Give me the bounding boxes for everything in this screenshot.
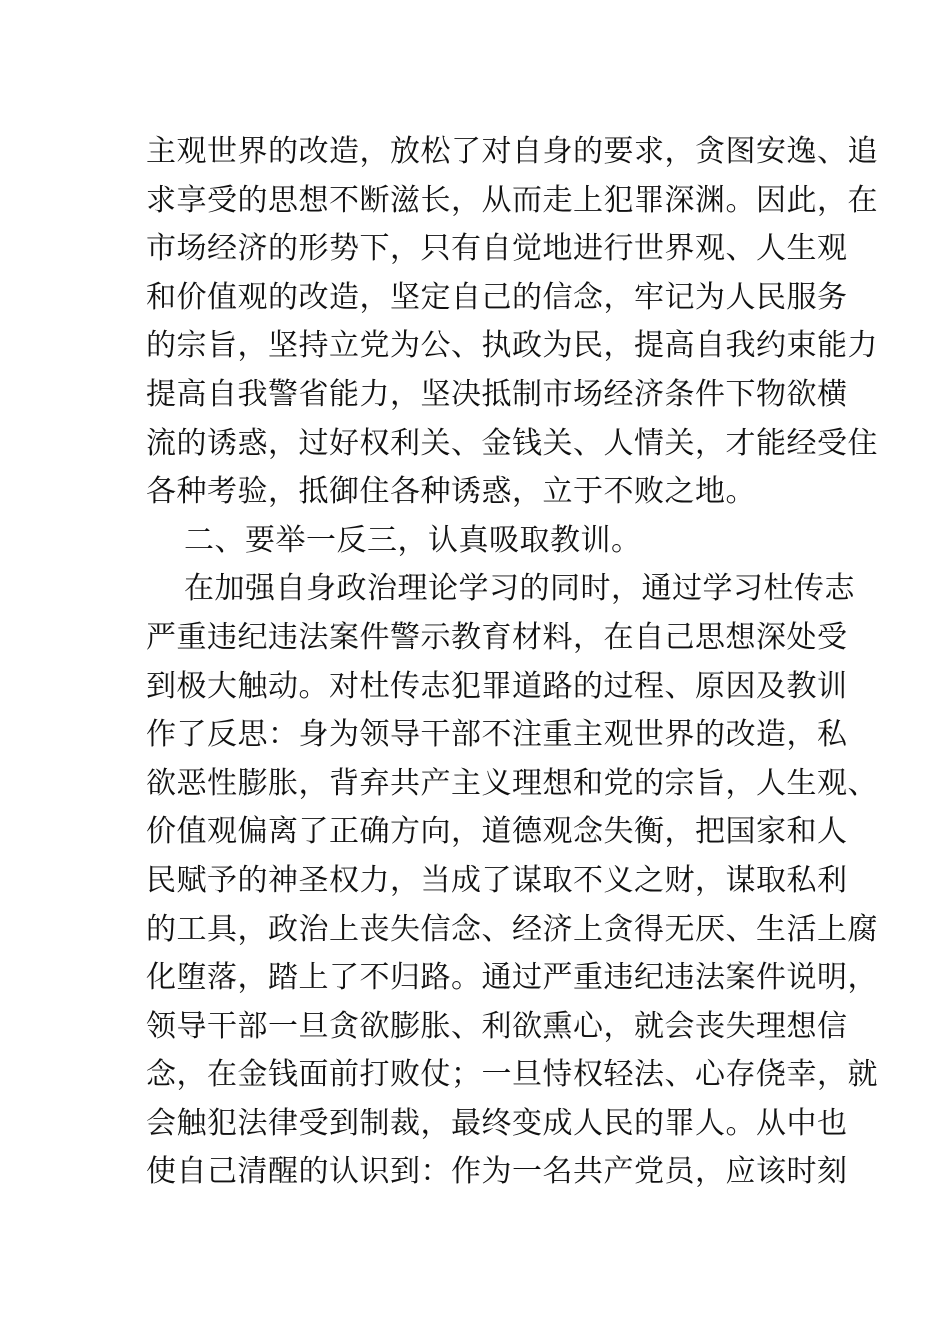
- text-line: 欲恶性膨胀，背弃共产主义理想和党的宗旨，人生观、: [146, 765, 878, 801]
- text-line: 和价值观的改造，坚定自己的信念，牢记为人民服务: [146, 279, 848, 315]
- body-text: [146, 128, 878, 1197]
- text-line: 市场经济的形势下，只有自觉地进行世界观、人生观: [146, 231, 848, 267]
- text-line: 作了反思：身为领导干部不注重主观世界的改造，私: [146, 717, 848, 753]
- text-line: 在加强自身政治理论学习的同时，通过学习杜传志: [184, 571, 855, 607]
- text-line: 各种考验，抵御住各种诱惑，立于不败之地。: [146, 474, 756, 510]
- text-line: 念，在金钱面前打败仗；一旦恃权轻法、心存侥幸，就: [146, 1057, 878, 1093]
- text-line: 主观世界的改造，放松了对自身的要求，贪图安逸、追: [146, 134, 878, 169]
- text-line: 领导干部一旦贪欲膨胀、利欲熏心，就会丧失理想信: [146, 1008, 848, 1044]
- section-heading: 二、要举一反三，认真吸取教训。: [184, 522, 642, 558]
- text-line: 提高自我警省能力，坚决抵制市场经济条件下物欲横: [146, 376, 848, 412]
- text-line: 严重违纪违法案件警示教育材料，在自己思想深处受: [146, 619, 848, 655]
- text-line: 化堕落，踏上了不归路。通过严重违纪违法案件说明，: [146, 960, 878, 996]
- text-line: 会触犯法律受到制裁，最终变成人民的罪人。从中也: [146, 1105, 848, 1141]
- text-line: 流的诱惑，过好权利关、金钱关、人情关，才能经受住: [146, 425, 878, 461]
- text-line: 到极大触动。对杜传志犯罪道路的过程、原因及教训: [146, 668, 848, 704]
- text-line: 的工具，政治上丧失信念、经济上贪得无厌、生活上腐: [146, 911, 878, 947]
- text-line: 使自己清醒的认识到：作为一名共产党员，应该时刻: [146, 1154, 848, 1190]
- text-line: 价值观偏离了正确方向，道德观念失衡，把国家和人: [146, 814, 848, 850]
- text-line: 求享受的思想不断滋长，从而走上犯罪深渊。因此，在: [146, 182, 878, 218]
- text-line: 的宗旨，坚持立党为公、执政为民，提高自我约束能力: [146, 328, 878, 364]
- text-line: 民赋予的神圣权力，当成了谋取不义之财，谋取私利: [146, 862, 848, 898]
